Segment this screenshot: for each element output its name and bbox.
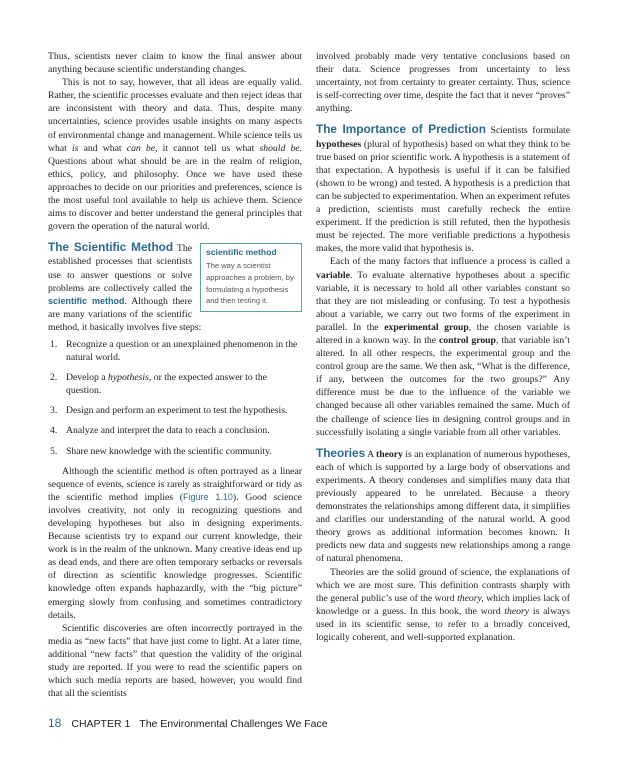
right-column: [316, 50, 570, 644]
list-item: 5. Share new knowledge with the scientific community.: [50, 445, 272, 457]
theories-paragraph: Theories A theory is an explanation of numerous hypotheses, each of which is supported by a large body of observations and experiments. A theory condenses and simplifies many data that previously appeared to be unrelated. Because a theory demonstrates the relationships among different data, it simplifies and clarifies our understanding of the natural world. A good theory grows as additional information becomes known. It predicts new data and suggests new relationships among a range of natural phenomena.: [316, 445, 570, 565]
prediction-paragraph: The Importance of Prediction Scientists formulate hypotheses (plural of hypothesis) based on what they think to be true based on prior scientific work. A hypothesis is a statement of that expectation. A hypothesis is useful if it can be falsified (shown to be wrong) and tested. A hypothesis is a prediction that can be subjected to experimentation. When an experiment refutes a prediction, scientists must carefully recheck the entire experiment. If the prediction is still refuted, then the hypothesis must be rejected. The more verifiable predictions a hypothesis makes, the more valid that hypothesis is.: [316, 122, 571, 255]
section-heading-scientific-method: The Scientific Method: [48, 240, 174, 255]
left-column: [48, 50, 302, 700]
list-item: 3. Design and perform an experiment to test the hypothesis.: [50, 405, 288, 417]
list-item: 2. Develop a hypothesis, or the expected answer to the question.: [50, 372, 267, 397]
key-term-inline: scientific method: [48, 295, 125, 306]
section-heading-theories: Theories: [316, 445, 366, 460]
paragraph: Each of the many factors that influence a process is called a variable. To evaluate alternative hypotheses about a specific variable, it is necessary to hold all other variables constant so that they are not misleading or confusing. To test a hypothesis about a variable, we carry out two forms of the experiment in parallel. In the experimental group, the chosen variable is altered in a known way. In the control group, that variable isn’t altered. In all other respects, the experimental group and the control group are the same. We then ask, “What is the difference, if any, between the outcomes for the two groups?” Any difference must be due to the influence of the variable we changed because all other variables remained the same. Much of the challenge of science lies in designing control groups and in successfully isolating a single variable from all other variables.: [316, 256, 570, 438]
paragraph: Theories are the solid ground of science, the explanations of which we are most sure. This definition contrasts sharply with the general public’s use of the word theory, which implies lack of knowledge or a guess. In this book, the word theory is always used in its scientific sense, to refer to a broadly conceived, logically coherent, and well-supported explanation.: [316, 566, 570, 644]
paragraph: Scientific discoveries are often incorrectly portrayed in the media as “new facts” that have just come to light. At a later time, additional “new facts” that question the validity of the original study are reported. If you were to read the scientific papers on which such media reports are based, however, you would find that all the scientists: [48, 622, 302, 700]
key-term-definition: The way a scientist approaches a problem, by formulating a hypothesis and then testing it.: [206, 261, 294, 306]
steps-list: [48, 338, 302, 458]
list-item: 1. Recognize a question or an unexplained phenomenon in the natural world.: [50, 338, 298, 364]
chapter-label: CHAPTER 1: [71, 718, 131, 730]
key-term-box: [200, 243, 302, 311]
page-number: 18: [48, 716, 62, 730]
scientific-method-paragraph: The Scientific Method scientific method The way a scientist approaches a problem, by formulating a hypothesis and then testing it. The established processes that scientists use to answer questions or solve problems are collectively called the scientific method. Although there are many variations of the scientific method, it basically involves five steps:: [48, 241, 302, 334]
paragraph: Thus, scientists never claim to know the final answer about anything because scientific understanding changes.: [48, 51, 302, 76]
paragraph: This is not to say, however, that all ideas are equally valid. Rather, the scientific processes evaluate and then reject ideas that are inconsistent with theory and data. Thus, despite many uncertainties, science provides usable insights on many aspects of environmental change and management. While science tells us what is and what can be, it cannot tell us what should be. Questions about what should be are in the realm of religion, ethics, policy, and philosophy. Once we have used these approaches to decide on our priorities and preferences, science is the most useful tool available to help us achieve them. Science aims to discover and better understand the general principles that govern the operation of the natural world.: [48, 77, 303, 233]
key-term-title: scientific method: [206, 247, 277, 258]
paragraph: involved probably made very tentative conclusions based on their data. Science progresses from uncertainty to less uncertainty, not from certainty to greater certainty. Thus, science is self-correcting over time, despite the fact that it never “proves” anything.: [316, 51, 570, 115]
list-item: 4. Analyze and interpret the data to reach a conclusion.: [50, 425, 270, 437]
page-footer: [48, 716, 328, 730]
figure-reference-link[interactable]: Figure 1.10: [183, 491, 233, 502]
paragraph: Although the scientific method is often portrayed as a linear sequence of events, science is rarely as straightforward or tidy as the scientific method implies (Figure 1.10). Good science involves creativity, not only in recognizing questions and developing hypotheses but also in designing experiments. Because scientists try to expand our current knowledge, their work is in the realm of the unknown. Many creative ideas end up as dead ends, and there are often temporary setbacks or reversals of direction as scientific knowledge progresses. Scientific knowledge often expands haphazardly, with the “big picture” emerging slowly from confusing and sometimes contradictory details.: [48, 465, 302, 621]
section-heading-importance-of-prediction: The Importance of Prediction: [316, 122, 486, 137]
chapter-title: The Environmental Challenges We Face: [139, 718, 328, 730]
